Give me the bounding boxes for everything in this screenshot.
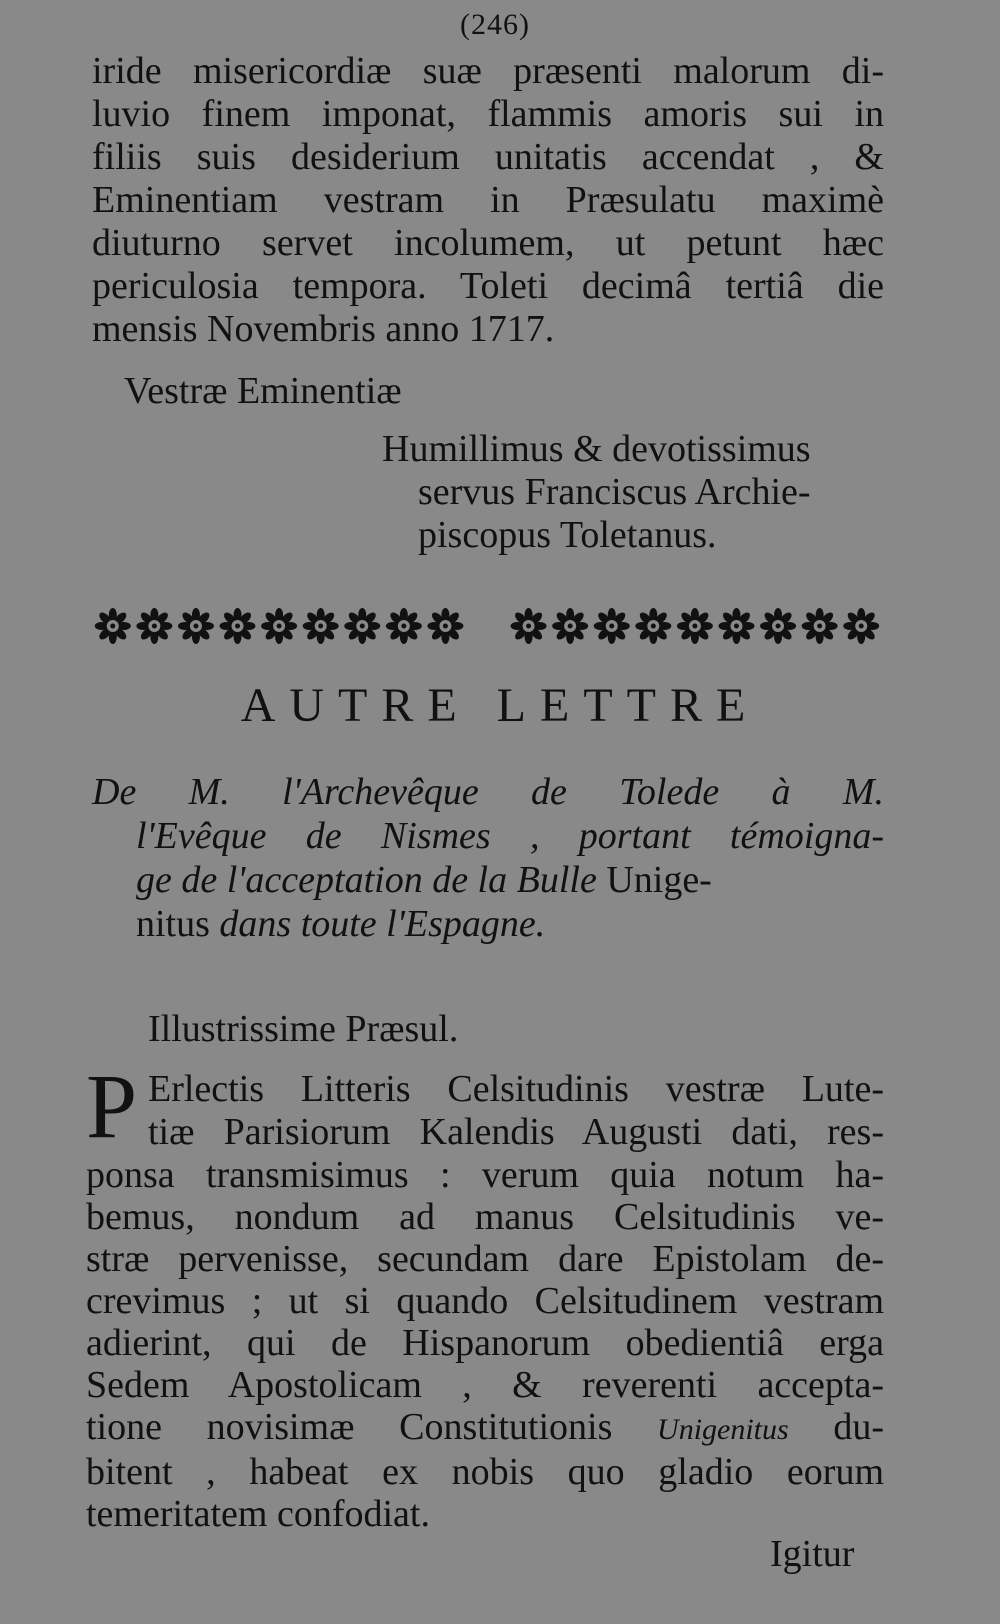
letter-opening-lines xyxy=(148,1068,884,1154)
text-line: adierint, qui de Hispanorum obedientiâ erga xyxy=(86,1322,884,1364)
italic-word: Unigenitus xyxy=(657,1413,789,1446)
fleuron-icon xyxy=(220,608,256,644)
drop-cap: P xyxy=(86,1055,138,1157)
text-line: crevimus ; ut si quando Celsitudinem vestram xyxy=(86,1280,884,1322)
text-line: bemus, nondum ad manus Celsitudinis ve- xyxy=(86,1196,884,1238)
fleuron-icon xyxy=(427,608,463,644)
fleuron-icon xyxy=(136,608,172,644)
text-line: diuturno servet incolumem, ut petunt hæc xyxy=(92,222,884,264)
greeting: Illustrissime Præsul. xyxy=(148,1008,459,1050)
text-line: iride misericordiæ suæ præsenti malorum di- xyxy=(92,50,884,92)
catchword: Igitur xyxy=(770,1533,855,1575)
text-line: periculosia tempora. Toleti decimâ tertiâ die xyxy=(92,265,884,307)
subtitle-line: De M. l'Archevêque de Tolede à M. xyxy=(92,771,884,813)
fleuron-ornament-icon xyxy=(92,604,882,648)
text-line: stræ pervenisse, secundam dare Epistolam de- xyxy=(86,1238,884,1280)
section-title: AUTRE LETTRE xyxy=(240,679,760,732)
letter-body-text xyxy=(86,1154,884,1535)
fleuron-icon xyxy=(344,608,380,644)
fleuron-icon xyxy=(677,608,713,644)
fleuron-icon xyxy=(635,608,671,644)
fleuron-icon xyxy=(552,608,588,644)
subtitle-line xyxy=(92,858,884,902)
subtitle-roman: nitus xyxy=(136,903,210,945)
fleuron-icon xyxy=(594,608,630,644)
text-segment: tione novisimæ Constitutionis xyxy=(86,1406,613,1448)
fleuron-icon xyxy=(95,608,131,644)
text-line: mensis Novembris anno 1717. xyxy=(92,308,555,350)
text-line: bitent , habeat ex nobis quo gladio eorum xyxy=(86,1451,884,1493)
section-subtitle xyxy=(92,770,884,946)
subtitle-italic: dans toute l'Espagne. xyxy=(219,903,546,945)
fleuron-icon xyxy=(303,608,339,644)
text-line: luvio finem imponat, flammis amoris sui in xyxy=(92,93,884,135)
signature-block xyxy=(382,428,882,557)
fleuron-icon xyxy=(511,608,547,644)
fleuron-icon xyxy=(760,608,796,644)
letter-body-text xyxy=(92,50,884,351)
text-line: ponsa transmisimus : verum quia notum ha- xyxy=(86,1154,884,1196)
subtitle-line: l'Evêque de Nismes , portant témoigna- xyxy=(136,815,884,857)
subtitle-roman: Unige- xyxy=(606,859,712,901)
fleuron-icon xyxy=(802,608,838,644)
signature-line: piscopus Toletanus. xyxy=(418,514,717,556)
text-segment: du- xyxy=(833,1406,885,1448)
subtitle-line xyxy=(92,902,884,946)
fleuron-icon xyxy=(843,608,879,644)
fleuron-icon xyxy=(261,608,297,644)
fleuron-icon xyxy=(178,608,214,644)
text-line: tiæ Parisiorum Kalendis Augusti dati, res- xyxy=(148,1111,884,1153)
fleuron-icon xyxy=(386,608,422,644)
signature-line: Humillimus & devotissimus xyxy=(382,428,811,470)
text-line: Erlectis Litteris Celsitudinis vestræ Lute- xyxy=(148,1068,884,1110)
text-line: temeritatem confodiat. xyxy=(86,1493,430,1535)
fleuron-icon xyxy=(718,608,754,644)
subtitle-italic: ge de l'acceptation de la Bulle xyxy=(136,859,597,901)
page-number: (246) xyxy=(460,8,530,41)
text-line: Eminentiam vestram in Præsulatu maximè xyxy=(92,179,884,221)
text-line: Sedem Apostolicam , & reverenti accepta- xyxy=(86,1364,884,1406)
text-line xyxy=(86,1406,884,1451)
signature-line: servus Franciscus Archie- xyxy=(418,471,811,513)
text-line: filiis suis desiderium unitatis accendat , & xyxy=(92,136,884,178)
closing-salutation: Vestræ Eminentiæ xyxy=(124,370,402,412)
